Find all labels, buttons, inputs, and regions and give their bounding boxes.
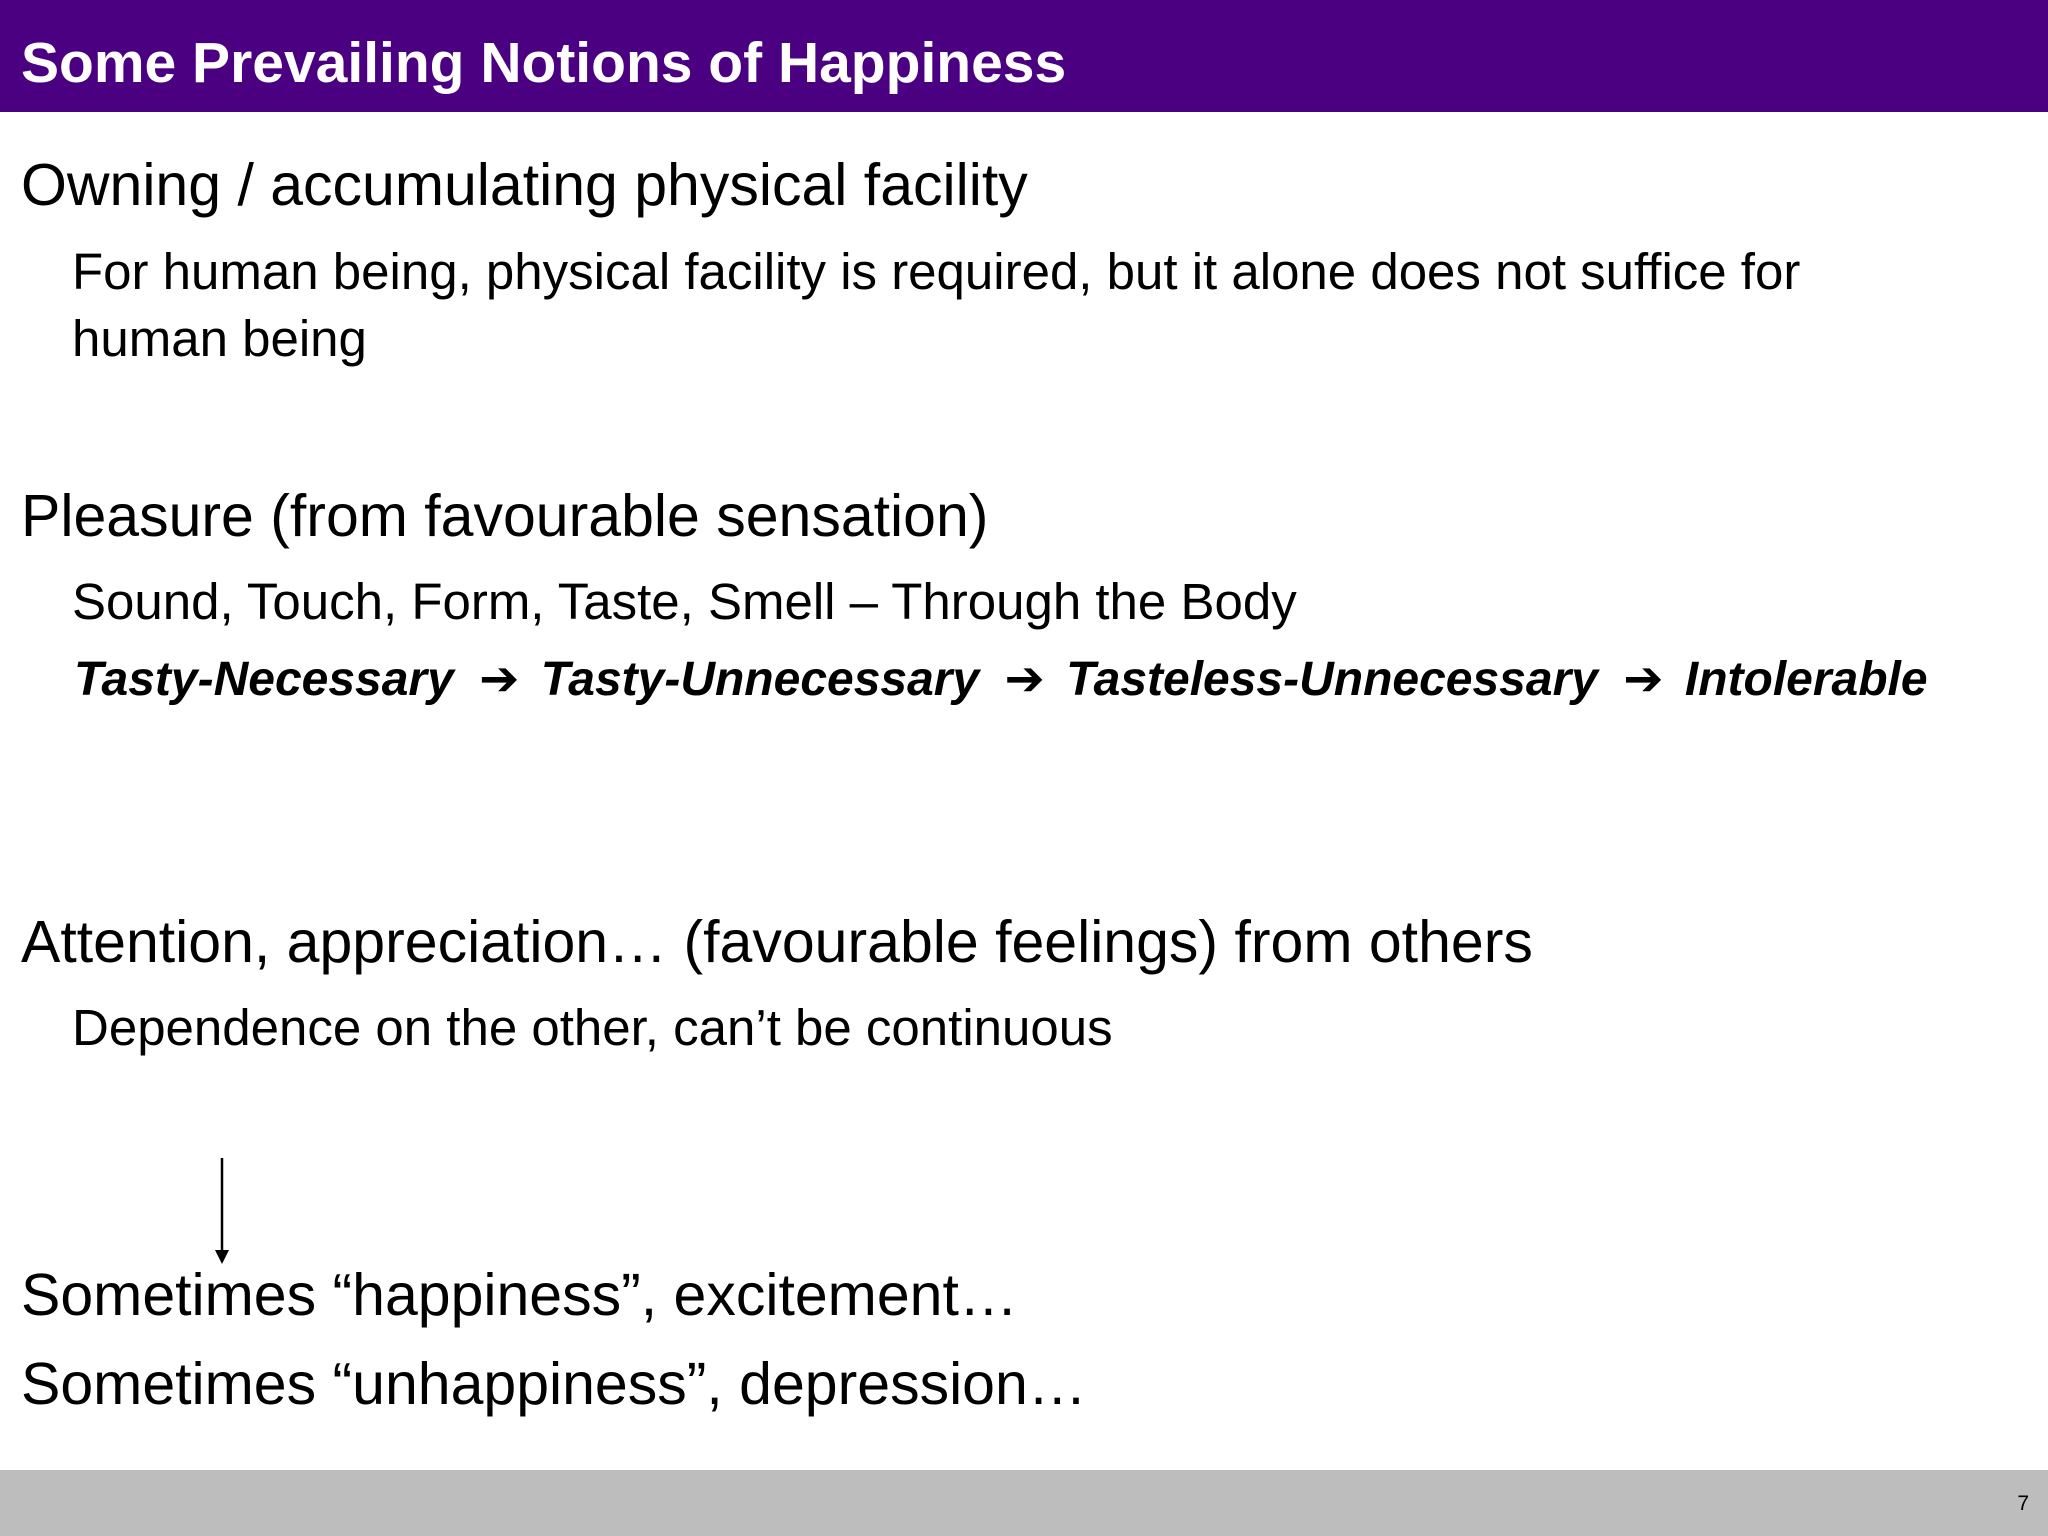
heading-attention: Attention, appreciation… (favourable feelings) from others: [21, 909, 1533, 975]
sub-physical-facility-line-1: For human being, physical facility is required, but it alone does not suffice for: [72, 243, 1801, 300]
right-arrow-icon: ➔: [479, 653, 520, 706]
progression-item: Intolerable: [1684, 653, 1928, 706]
outcome-unhappiness: Sometimes “unhappiness”, depression…: [21, 1351, 1087, 1417]
page-number: 7: [2017, 1492, 2029, 1515]
outcome-happiness: Sometimes “happiness”, excitement…: [21, 1262, 1018, 1328]
footer-bar: [0, 1470, 2048, 1536]
sub-physical-facility-line-2: human being: [72, 310, 367, 367]
progression-item: Tasty-Unnecessary: [540, 653, 980, 706]
sub-attention-dependence: Dependence on the other, can’t be continuous: [72, 999, 1113, 1056]
pleasure-progression: [74, 650, 1928, 710]
title-bar: [0, 0, 2048, 112]
progression-item: Tasty-Necessary: [74, 653, 454, 706]
progression-item: Tasteless-Unnecessary: [1066, 653, 1598, 706]
sub-pleasure-senses: Sound, Touch, Form, Taste, Smell – Through the Body: [72, 573, 1297, 630]
heading-physical-facility: Owning / accumulating physical facility: [21, 152, 1028, 218]
heading-pleasure: Pleasure (from favourable sensation): [21, 483, 989, 549]
right-arrow-icon: ➔: [1004, 653, 1045, 706]
slide-title: Some Prevailing Notions of Happiness: [21, 31, 1067, 95]
down-arrow-icon: [212, 1158, 232, 1266]
right-arrow-icon: ➔: [1623, 653, 1664, 706]
